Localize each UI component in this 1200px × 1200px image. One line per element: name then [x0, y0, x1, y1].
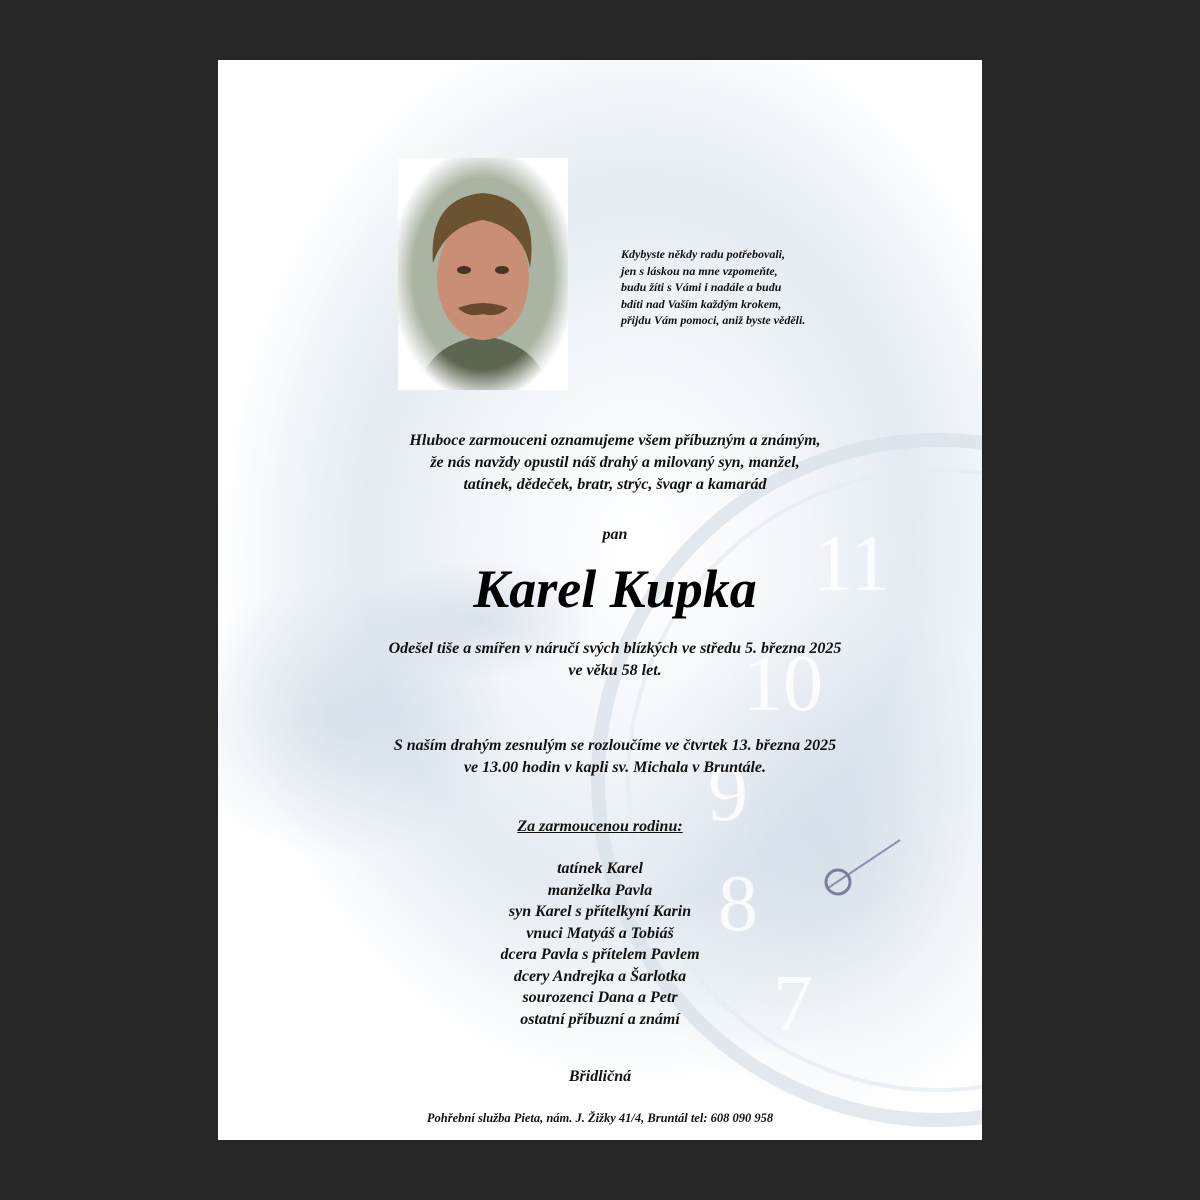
obituary-sheet — [218, 60, 982, 1140]
funeral-service-footer: Pohřební služba Pieta, nám. J. Žižky 41/4, Bruntál tel: 608 090 958 — [426, 1111, 774, 1125]
clock-numeral-9: 9 — [708, 750, 748, 838]
clock-numeral-7: 7 — [773, 960, 813, 1048]
farewell-line: ve 13.00 hodin v kapli sv. Michala v Bruntále. — [463, 759, 767, 776]
poem-line: Kdybyste někdy radu potřebovali, — [621, 247, 785, 261]
family-member: sourozenci Dana a Petr — [522, 989, 678, 1006]
poem-line: bdíti nad Vaším každým krokem, — [621, 296, 782, 311]
farewell-line: S naším drahým zesnulým se rozloučíme ve čtvrtek 13. března 2025 — [393, 737, 837, 754]
clock-numeral-10: 10 — [743, 640, 823, 728]
poem-line: přijdu Vám pomoci, aniž byste věděli. — [621, 313, 806, 328]
deceased-name: Karel Kupka — [473, 559, 757, 619]
portrait-vignette — [398, 158, 568, 390]
memorial-poem — [621, 246, 871, 329]
family-member: dcera Pavla s přítelem Pavlem — [500, 946, 700, 963]
announcement-intro — [218, 430, 982, 496]
family-member: manželka Pavla — [547, 881, 653, 899]
place-name: Břidličná — [568, 1068, 632, 1085]
family-list — [218, 858, 982, 1030]
family-member: ostatní příbuzní a známí — [520, 1010, 680, 1028]
intro-line: že nás navždy opustil náš drahý a milovaný syn, manžel, — [430, 454, 800, 471]
intro-line: tatínek, dědeček, bratr, strýc, švagr a kamarád — [463, 476, 767, 493]
salutation: pan — [602, 526, 628, 543]
death-notice-line: Odešel tiše a smířen v náručí svých blízkých ve středu 5. března 2025 — [388, 640, 842, 657]
poem-line: budu žíti s Vámi i nadále a budu — [621, 280, 782, 295]
family-heading: Za zarmoucenou rodinu: — [517, 818, 683, 835]
portrait-photo — [398, 158, 568, 390]
family-member: vnuci Matyáš a Tobiáš — [526, 924, 674, 942]
family-member: dcery Andrejka a Šarlotka — [513, 967, 687, 985]
clock-numeral-8: 8 — [718, 860, 758, 948]
death-notice — [218, 638, 982, 682]
clock-numeral-11: 11 — [813, 520, 891, 608]
poem-line: jen s láskou na mne vzpomeňte, — [621, 263, 778, 278]
farewell-notice — [218, 735, 982, 779]
intro-line: Hluboce zarmouceni oznamujeme všem příbuzným a známým, — [409, 432, 821, 449]
family-member: syn Karel s přítelkyní Karin — [508, 903, 692, 920]
death-notice-line: ve věku 58 let. — [568, 662, 662, 679]
family-member: tatínek Karel — [557, 860, 643, 877]
